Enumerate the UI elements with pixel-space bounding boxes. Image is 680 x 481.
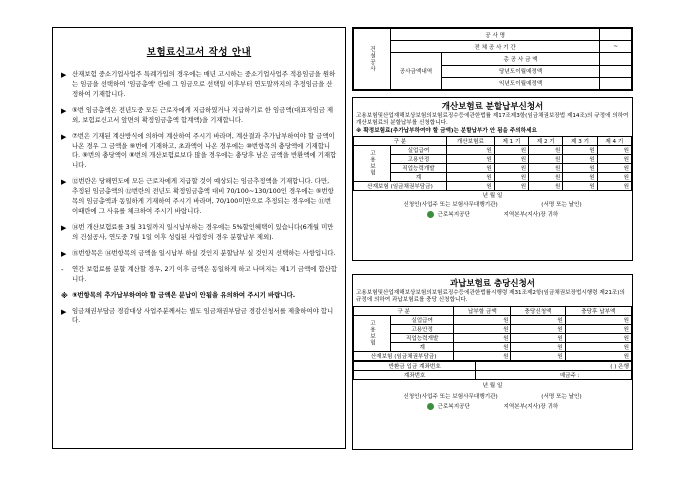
account-holder-field[interactable]: 예금주 : [476,370,632,379]
overpay-header: 충당신청액 [511,306,565,315]
installment-amount-cell[interactable]: 원 [597,163,631,172]
installment-header: 구 분 [354,136,447,145]
installment-sign: (서명 또는 날인) [541,202,582,209]
installment-header: 제 1 기 [494,136,528,145]
overpay-header: 납부할 금액 [454,306,511,315]
installment-agency: 근로복지공단 [437,212,470,219]
installment-amount-cell[interactable]: 원 [446,154,494,163]
installment-amount-cell[interactable]: 원 [563,163,597,172]
installment-amount-cell[interactable]: 원 [529,145,563,154]
installment-amount-cell[interactable]: 원 [563,154,597,163]
installment-amount-cell[interactable]: 원 [597,172,631,181]
installment-amount-cell[interactable]: 원 [446,145,494,154]
account-number-label: 계좌번호 [354,370,476,379]
guide-paragraph-text: ⑫번란은 당해연도에 모든 근로자에게 지급할 것이 예상되는 임금추정액을 기재합니다. 다만, 추정된 임금총액의 ⑫번란의 전년도 확정임금총액 대비 70/100~130/100인 경우에는 ⑤번항목의 임금총액과 동일하게 기재하여 주시기 바라며, 70/100미만으로 추정되는 경우에는 ⑪번 이때란에 그 사유를 체크하여 주시기 바랍니다. [72,177,334,216]
refund-account-label: 반환금 입금 계좌번호 [354,361,476,370]
guide-paragraphs [61,70,337,326]
overpay-date: 년 월 일 [482,382,503,389]
overpay-branch: 지역본부(지사)장 귀하 [503,404,559,411]
guide-paragraph-text: 연간 보험료를 분할 계산할 경우, 2기 이후 금액은 동일하게 하고 나머지는 제1기 금액에 합산합니다. [72,264,337,283]
installment-intro: 고용보험및산업재해보상보험의보험료징수등에관한법률 제17조제3항(임금채권보장법 제14조)의 규정에 의하여 개산보험료의 분할납부를 신청합니다. [356,113,629,127]
installment-side-label: 고용보험 [354,145,391,181]
overpay-industrial-label: 산재보험 (임금채권부담금) [354,351,454,360]
installment-amount-cell[interactable]: 원 [494,145,528,154]
installment-amount-cell[interactable]: 원 [494,181,528,190]
overpay-row-label: 실업급여 [391,315,454,324]
installment-amount-cell[interactable]: 원 [529,154,563,163]
installment-row-label: 직업능력개발 [391,163,447,172]
installment-header: 제 4 기 [597,136,631,145]
bullet-marker: ▶ [61,106,67,115]
overpay-row-label: 계 [391,342,454,351]
installment-amount-cell[interactable]: 원 [563,145,597,154]
installment-applicant: 신청인(사업주 또는 보험사무대행기관) [403,202,498,209]
guide-paragraph [61,249,337,259]
bullet-marker: ▶ [61,223,67,232]
installment-amount-cell[interactable]: 원 [446,163,494,172]
overpay-amount-cell[interactable]: 원 [454,351,511,360]
bullet-marker: ▶ [61,178,67,187]
overpayment-application-box [352,274,633,450]
installment-amount-cell[interactable]: 원 [529,172,563,181]
total-amount-label: 총 공 사 금 액 [442,53,600,65]
overpay-amount-cell[interactable]: 원 [565,342,631,351]
guide-paragraph [61,70,337,100]
guide-panel [52,27,346,449]
installment-table [353,136,632,191]
current-carry-value[interactable] [600,65,632,77]
installment-amount-cell[interactable]: 원 [494,154,528,163]
installment-amount-cell[interactable]: 원 [597,181,631,190]
project-period-value[interactable]: ~ [600,41,632,53]
construction-side-label: 건설공사 [354,29,391,90]
guide-paragraph [61,177,337,217]
guide-paragraph-text: ⑤번 임금총액은 전년도중 모든 근로자에게 지급하였거나 지급하기로 한 임금액(대표자임금 제외, 보험료신고서 앞면의 확정임금총액 합계액)을 기재합니다. [72,105,334,124]
refund-bank-field[interactable]: ( ) 은행 [476,361,632,370]
overpay-header: 충당후 납부액 [565,306,631,315]
overpay-row-label: 고용안정 [391,324,454,333]
installment-amount-cell[interactable]: 원 [529,181,563,190]
project-amount-label: 공사금액내역 [391,53,442,90]
bullet-marker: ▶ [61,249,67,258]
installment-note: ※ 확정보험료(추가납부하여야 할 금액)는 분할납부가 안 됨을 주의하세요 [356,127,537,134]
overpay-header: 구 분 [354,306,454,315]
project-name-value[interactable] [600,29,632,41]
overpayment-table [353,306,632,361]
overpay-amount-cell[interactable]: 원 [511,342,565,351]
overpay-amount-cell[interactable]: 원 [565,315,631,324]
installment-amount-cell[interactable]: 원 [446,172,494,181]
overpay-side-label: 고용보험 [354,315,391,351]
overpay-amount-cell[interactable]: 원 [511,351,565,360]
installment-header: 개산보험료 [446,136,494,145]
guide-paragraph-text: ⑦번은 기재된 계산방식에 의하여 계산하여 주시기 바라며, 계산결과 추가납부하여야 할 금액이 나온 경우 그 금액을 ⑨번에 기재하고, 초과액이 나온 경우에는 ⑩번항목의 충당액에 기재합니다. ⑨번의 충당액이 ⑧번의 개산보험료보다 많을 경우에는 충당후 남은 금액을 반환액에 기재합니다. [72,131,337,170]
overpay-amount-cell[interactable]: 원 [565,351,631,360]
guide-paragraph [61,132,337,172]
installment-date: 년 월 일 [482,192,503,199]
agency-logo-icon [427,211,434,218]
installment-application-box [352,97,633,261]
bullet-marker: ▶ [61,307,67,316]
overpay-row-label: 직업능력개발 [391,333,454,342]
guide-paragraph-text: ⑨번항목의 추가납부하여야 할 금액은 분납이 안됨을 유의하여 주시기 바랍니다. [72,290,296,299]
overpay-applicant: 신청인(사업주 또는 보험사무대행기관) [403,393,498,400]
installment-header: 제 3 기 [563,136,597,145]
installment-branch: 지역본부(지사)장 귀하 [503,212,559,219]
project-period-label: 전 체 공 사 기 간 [391,41,600,53]
guide-paragraph-text: 산재보험 중소기업사업주 특례가입의 경우에는 매년 고시하는 중소기업사업주 적용임금을 원하는 임금을 선택하여 '임금총액' 란에 그 임금으로 선택일 이후부터 연도말까지의 추정임금을 산정하여 기재합니다. [72,70,336,98]
overpay-amount-cell[interactable]: 원 [454,324,511,333]
guide-paragraph-text: ⑭번 개산보험료를 3월 31일까지 일시납부하는 경우에는 5%할인혜택이 있습니다(6개월 미만의 건설공사, 연도중 7월 1일 이후 성립된 사업장의 경우 분할납부 제외). [72,222,334,241]
guide-paragraph [61,291,337,301]
installment-title: 개산보험료 분할납부신청서 [441,102,544,112]
construction-info-box [352,27,633,91]
current-carry-label: 당년도이월예정액 [442,65,600,77]
next-carry-value[interactable] [600,77,632,89]
overpay-amount-cell[interactable]: 원 [511,315,565,324]
overpay-title: 과납보험료 충당신청서 [449,279,536,289]
overpay-amount-cell[interactable]: 원 [511,333,565,342]
installment-amount-cell[interactable]: 원 [563,181,597,190]
guide-title: 보험료신고서 작성 안내 [146,47,252,58]
guide-paragraph [61,106,337,126]
installment-amount-cell[interactable]: 원 [494,172,528,181]
installment-industrial-label: 산재보험 (임금채권부담금) [354,181,447,190]
guide-paragraph [61,265,337,285]
guide-paragraph-text: 임금채권부담금 경감대상 사업주분께서는 별도 임금채권부담금 경감신청서를 제출하여야 합니다. [72,306,334,325]
project-name-label: 공 사 명 [391,29,600,41]
guide-paragraph [61,223,337,243]
installment-row-label: 실업급여 [391,145,447,154]
next-carry-label: 익년도이월예정액 [442,77,600,89]
bullet-marker: ▶ [61,71,67,79]
installment-amount-cell[interactable]: 원 [563,172,597,181]
installment-amount-cell[interactable]: 원 [597,154,631,163]
overpay-amount-cell[interactable]: 원 [511,324,565,333]
total-amount-value[interactable] [600,53,632,65]
installment-amount-cell[interactable]: 원 [446,181,494,190]
overpay-amount-cell[interactable]: 원 [454,342,511,351]
overpay-agency: 근로복지공단 [437,404,470,411]
overpay-intro: 고용보험및산업재해보상보험의보험료징수등에관한법률시행령 제31조제2항(임금채권보장법시행령 제21조)의 규정에 의하여 과납보험료를 충당 신청합니다. [356,290,625,304]
overpay-amount-cell[interactable]: 원 [565,333,631,342]
overpay-amount-cell[interactable]: 원 [454,333,511,342]
installment-header: 제 2 기 [529,136,563,145]
installment-row-label: 계 [391,172,447,181]
overpay-amount-cell[interactable]: 원 [565,324,631,333]
installment-amount-cell[interactable]: 원 [529,163,563,172]
overpay-amount-cell[interactable]: 원 [454,315,511,324]
installment-amount-cell[interactable]: 원 [597,145,631,154]
guide-paragraph [61,307,337,327]
overpay-sign: (서명 또는 날인) [541,393,582,400]
installment-amount-cell[interactable]: 원 [494,163,528,172]
bullet-marker: ※ [61,291,68,300]
guide-paragraph-text: ⑮번항목은 ⑭번항목의 금액을 일시납부 하실 것인지 분할납부 실 것인지 선택하는 사항입니다. [72,248,336,257]
bullet-marker: ▶ [61,132,67,141]
agency-logo-icon [427,403,434,410]
bullet-marker: - [61,265,64,274]
installment-row-label: 고용안정 [391,154,447,163]
